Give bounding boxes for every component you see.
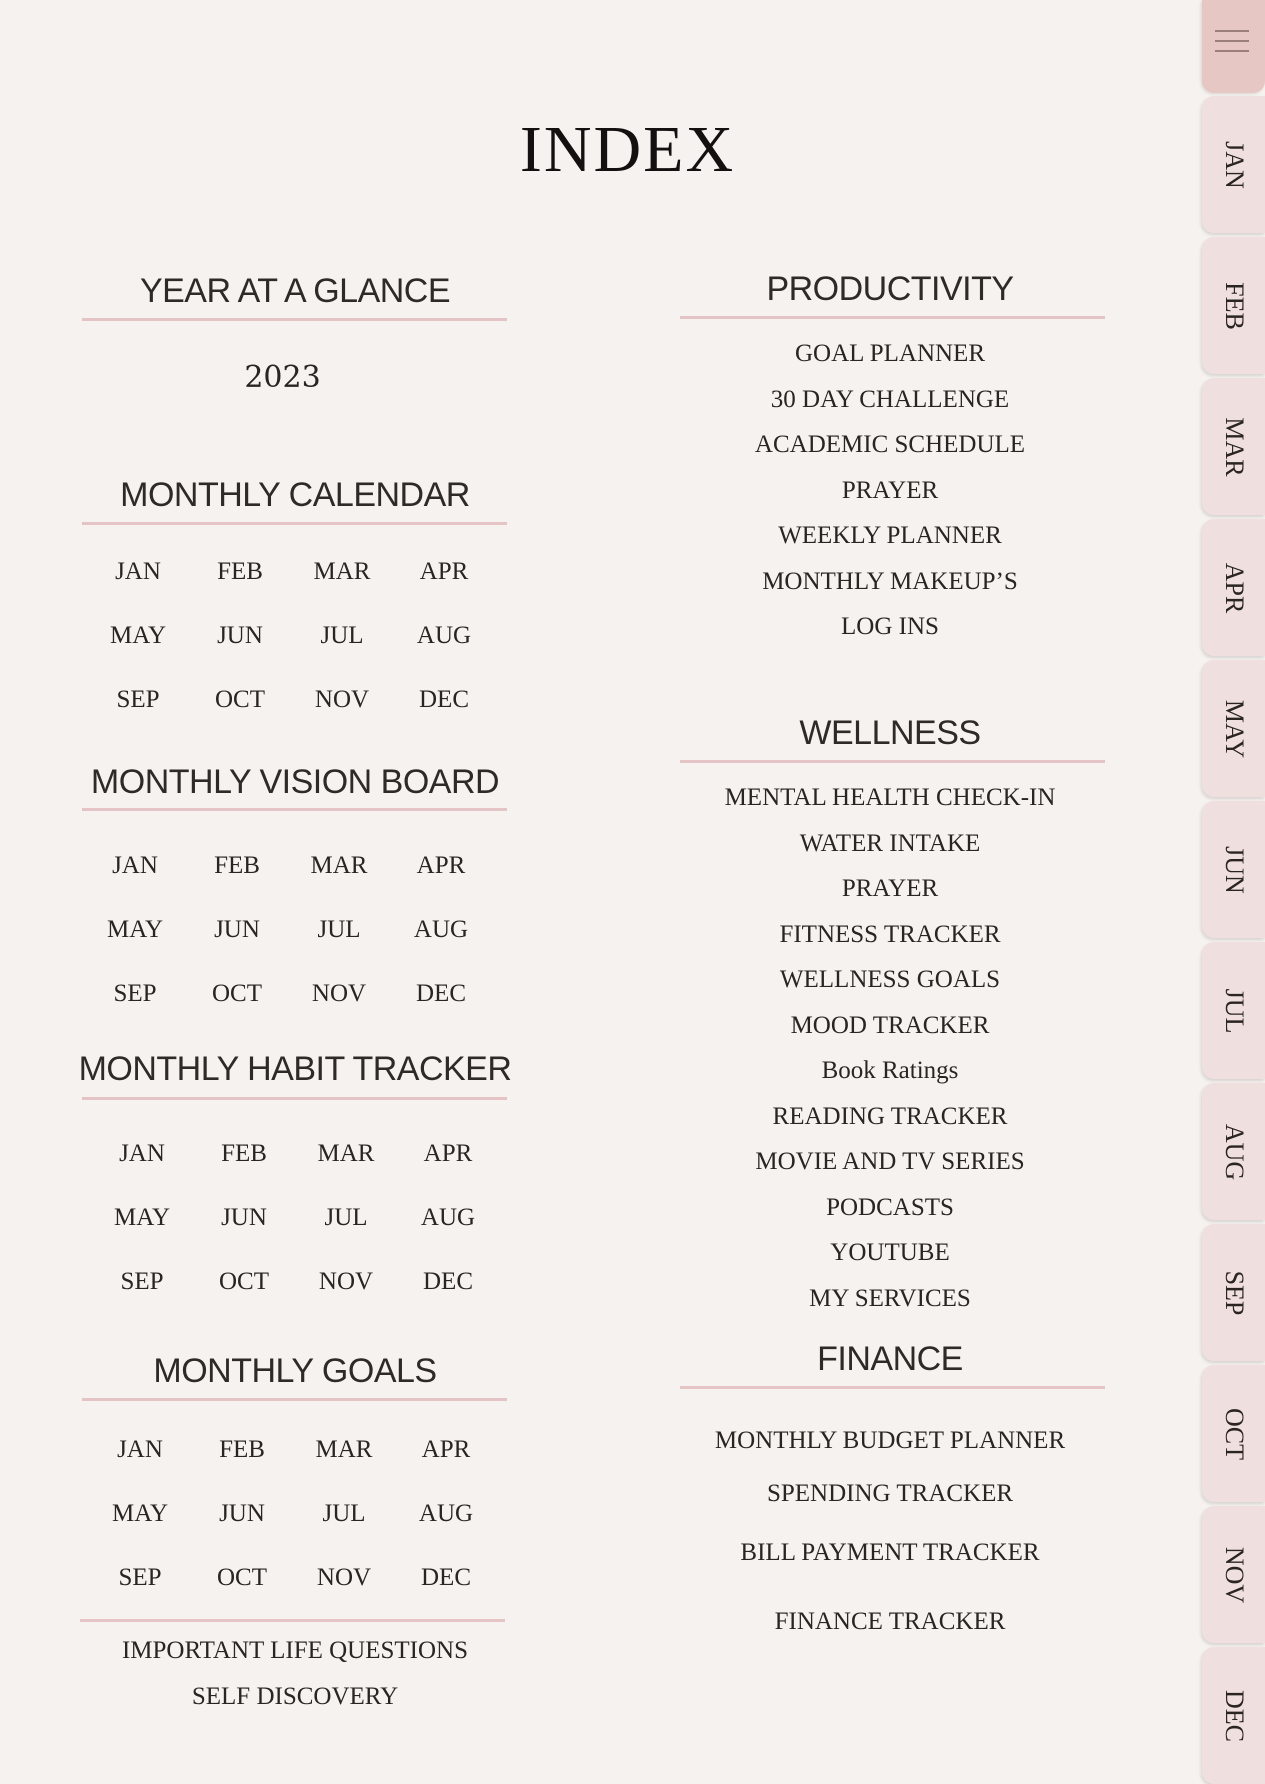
goals-month-link[interactable]: OCT [217, 1564, 267, 1591]
vision-board-month-link[interactable]: MAR [310, 852, 368, 879]
goals-month-link[interactable]: FEB [219, 1436, 265, 1463]
divider [680, 1386, 1105, 1389]
goals-month-link[interactable]: JUN [219, 1500, 265, 1527]
calendar-month-link[interactable]: JUN [217, 622, 263, 649]
tab-label: AUG [1219, 1123, 1249, 1180]
goals-month-link[interactable]: DEC [421, 1564, 471, 1591]
finance-link[interactable]: SPENDING TRACKER [766, 1480, 1014, 1507]
wellness-link[interactable]: MOOD TRACKER [790, 1011, 990, 1039]
productivity-link[interactable]: LOG INS [841, 613, 939, 640]
monthly-habit-tracker-heading: MONTHLY HABIT TRACKER [78, 1050, 512, 1088]
goals-month-link[interactable]: MAY [111, 1500, 169, 1527]
wellness-link[interactable]: MENTAL HEALTH CHECK-IN [724, 784, 1056, 811]
wellness-heading: WELLNESS [799, 714, 981, 752]
tab-label: APR [1219, 562, 1249, 613]
productivity-link[interactable]: 30 DAY CHALLENGE [770, 385, 1010, 413]
vision-board-month-link[interactable]: DEC [416, 980, 466, 1007]
tab-may[interactable] [1202, 660, 1265, 797]
divider [680, 316, 1105, 319]
tab-label: NOV [1219, 1546, 1249, 1603]
tab-label: MAY [1219, 699, 1249, 758]
calendar-month-link[interactable]: MAR [313, 558, 371, 585]
habit-tracker-month-link[interactable]: JUL [324, 1204, 368, 1231]
calendar-month-link[interactable]: SEP [116, 686, 160, 713]
habit-tracker-month-link[interactable]: DEC [423, 1268, 473, 1295]
productivity-link[interactable]: MONTHLY MAKEUP’S [762, 567, 1018, 595]
monthly-calendar-grid [87, 540, 495, 732]
wellness-link[interactable]: WATER INTAKE [799, 829, 981, 857]
calendar-month-link[interactable]: FEB [217, 558, 263, 585]
important-life-questions-link[interactable]: IMPORTANT LIFE QUESTIONS [121, 1637, 469, 1664]
tab-label: SEP [1219, 1270, 1249, 1315]
wellness-link[interactable]: WELLNESS GOALS [779, 966, 1001, 993]
productivity-link[interactable]: ACADEMIC SCHEDULE [754, 431, 1026, 458]
wellness-link[interactable]: PODCASTS [826, 1193, 954, 1221]
vision-board-month-link[interactable]: SEP [113, 980, 157, 1007]
tab-nov[interactable] [1202, 1506, 1265, 1643]
monthly-goals-grid [89, 1418, 497, 1610]
tab-label: FEB [1219, 281, 1249, 330]
divider [82, 318, 507, 321]
extras-list [80, 1628, 510, 1720]
finance-heading: FINANCE [817, 1340, 963, 1378]
tab-label: MAR [1219, 416, 1249, 477]
monthly-vision-board-heading: MONTHLY VISION BOARD [90, 763, 500, 801]
wellness-link[interactable]: PRAYER [841, 875, 939, 902]
vision-board-month-link[interactable]: APR [416, 852, 466, 879]
vision-board-month-link[interactable]: AUG [413, 916, 469, 943]
goals-month-link[interactable]: AUG [418, 1500, 474, 1527]
calendar-month-link[interactable]: OCT [215, 686, 265, 713]
tab-oct[interactable] [1202, 1365, 1265, 1502]
vision-board-month-link[interactable]: JAN [112, 852, 158, 879]
tab-dec[interactable] [1202, 1647, 1265, 1784]
monthly-vision-board-grid [84, 834, 492, 1026]
hamburger-icon [1215, 40, 1249, 42]
tab-sep[interactable] [1202, 1224, 1265, 1361]
finance-link[interactable]: FINANCE TRACKER [774, 1608, 1006, 1635]
finance-link[interactable]: BILL PAYMENT TRACKER [740, 1539, 1040, 1566]
vision-board-month-link[interactable]: NOV [311, 980, 367, 1007]
menu-button[interactable] [1202, 0, 1265, 93]
goals-month-link[interactable]: SEP [118, 1564, 162, 1591]
tab-apr[interactable] [1202, 519, 1265, 656]
calendar-month-link[interactable]: NOV [314, 686, 370, 713]
divider [82, 1398, 507, 1401]
productivity-link[interactable]: GOAL PLANNER [794, 340, 986, 367]
monthly-habit-tracker-grid [91, 1122, 499, 1314]
goals-month-link[interactable]: NOV [316, 1564, 372, 1591]
tab-label: JUN [1219, 845, 1249, 894]
wellness-link[interactable]: Book Ratings [821, 1057, 959, 1084]
habit-tracker-month-link[interactable]: FEB [221, 1140, 267, 1167]
tab-label: JAN [1219, 140, 1249, 189]
tab-label: OCT [1219, 1407, 1249, 1460]
wellness-link[interactable]: READING TRACKER [772, 1102, 1008, 1130]
calendar-month-link[interactable]: JAN [115, 558, 161, 585]
calendar-month-link[interactable]: APR [419, 558, 469, 585]
calendar-month-link[interactable]: MAY [109, 622, 167, 649]
habit-tracker-month-link[interactable]: AUG [420, 1204, 476, 1231]
habit-tracker-month-link[interactable]: OCT [219, 1268, 269, 1295]
divider [80, 1619, 505, 1622]
vision-board-month-link[interactable]: OCT [212, 980, 262, 1007]
vision-board-month-link[interactable]: MAY [106, 916, 164, 943]
productivity-link[interactable]: PRAYER [841, 476, 939, 504]
calendar-month-link[interactable]: JUL [320, 622, 364, 649]
habit-tracker-month-link[interactable]: APR [423, 1140, 473, 1167]
tab-jun[interactable] [1202, 801, 1265, 938]
tab-jan[interactable] [1202, 96, 1265, 233]
tab-feb[interactable] [1202, 237, 1265, 374]
divider [82, 522, 507, 525]
goals-month-link[interactable]: MAR [315, 1436, 373, 1463]
vision-board-month-link[interactable]: JUN [214, 916, 260, 943]
year-link[interactable]: 2023 [244, 360, 321, 395]
goals-month-link[interactable]: JUL [322, 1500, 366, 1527]
wellness-link[interactable]: YOUTUBE [830, 1239, 950, 1266]
monthly-goals-heading: MONTHLY GOALS [153, 1352, 437, 1390]
productivity-link[interactable]: WEEKLY PLANNER [778, 522, 1002, 549]
tab-label: JUL [1219, 988, 1249, 1033]
habit-tracker-month-link[interactable]: JAN [119, 1140, 165, 1167]
tab-aug[interactable] [1202, 1083, 1265, 1220]
calendar-month-link[interactable]: AUG [416, 622, 472, 649]
vision-board-month-link[interactable]: FEB [214, 852, 260, 879]
hamburger-icon [1215, 30, 1249, 32]
wellness-link[interactable]: FITNESS TRACKER [779, 920, 1001, 948]
goals-month-link[interactable]: JAN [117, 1436, 163, 1463]
productivity-list [680, 331, 1100, 650]
tab-jul[interactable] [1202, 942, 1265, 1079]
finance-link[interactable]: MONTHLY BUDGET PLANNER [714, 1427, 1066, 1454]
habit-tracker-month-link[interactable]: MAR [317, 1140, 375, 1167]
habit-tracker-month-link[interactable]: MAY [113, 1204, 171, 1231]
year-at-a-glance-heading[interactable]: YEAR AT A GLANCE [139, 272, 451, 310]
page-title: INDEX [519, 113, 736, 186]
self-discovery-link[interactable]: SELF DISCOVERY [191, 1683, 399, 1710]
hamburger-icon [1215, 50, 1249, 52]
habit-tracker-month-link[interactable]: NOV [318, 1268, 374, 1295]
tab-mar[interactable] [1202, 378, 1265, 515]
divider [82, 808, 507, 811]
productivity-heading: PRODUCTIVITY [766, 270, 1014, 308]
habit-tracker-month-link[interactable]: JUN [221, 1204, 267, 1231]
wellness-link[interactable]: MOVIE AND TV SERIES [755, 1148, 1025, 1175]
vision-board-month-link[interactable]: JUL [317, 916, 361, 943]
divider [82, 1097, 507, 1100]
wellness-link[interactable]: MY SERVICES [809, 1284, 971, 1312]
monthly-calendar-heading: MONTHLY CALENDAR [120, 476, 470, 514]
goals-month-link[interactable]: APR [421, 1436, 471, 1463]
wellness-list [680, 775, 1100, 1321]
habit-tracker-month-link[interactable]: SEP [120, 1268, 164, 1295]
divider [680, 760, 1105, 763]
calendar-month-link[interactable]: DEC [419, 686, 469, 713]
tab-label: DEC [1219, 1689, 1249, 1742]
